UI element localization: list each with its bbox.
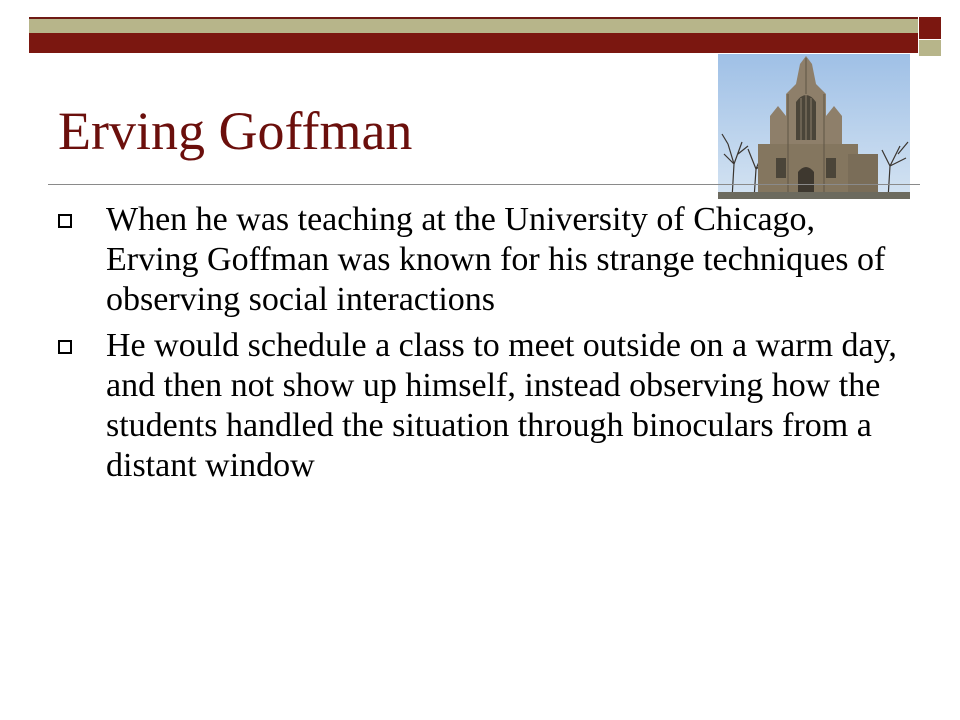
title-divider <box>48 184 920 185</box>
corner-square-olive <box>919 40 941 56</box>
bullet-item <box>58 200 908 320</box>
bullet-text: He would schedule a class to meet outside on a warm day, and then not show up himself, instead observing how the students handled the situation through binoculars from a distant window <box>106 327 897 484</box>
chapel-photo <box>718 54 910 199</box>
top-bar-olive-stripe <box>29 17 918 33</box>
slide-title: Erving Goffman <box>58 101 413 161</box>
bullet-item <box>58 326 908 486</box>
hollow-square-icon <box>58 340 72 354</box>
top-decorative-bar <box>29 17 918 57</box>
hollow-square-icon <box>58 214 72 228</box>
bullet-list <box>58 200 908 492</box>
top-bar-maroon-stripe <box>29 33 918 53</box>
bullet-text: When he was teaching at the University of Chicago, Erving Goffman was known for his strange techniques of observing social interactions <box>106 201 886 318</box>
corner-square-maroon <box>919 17 941 39</box>
